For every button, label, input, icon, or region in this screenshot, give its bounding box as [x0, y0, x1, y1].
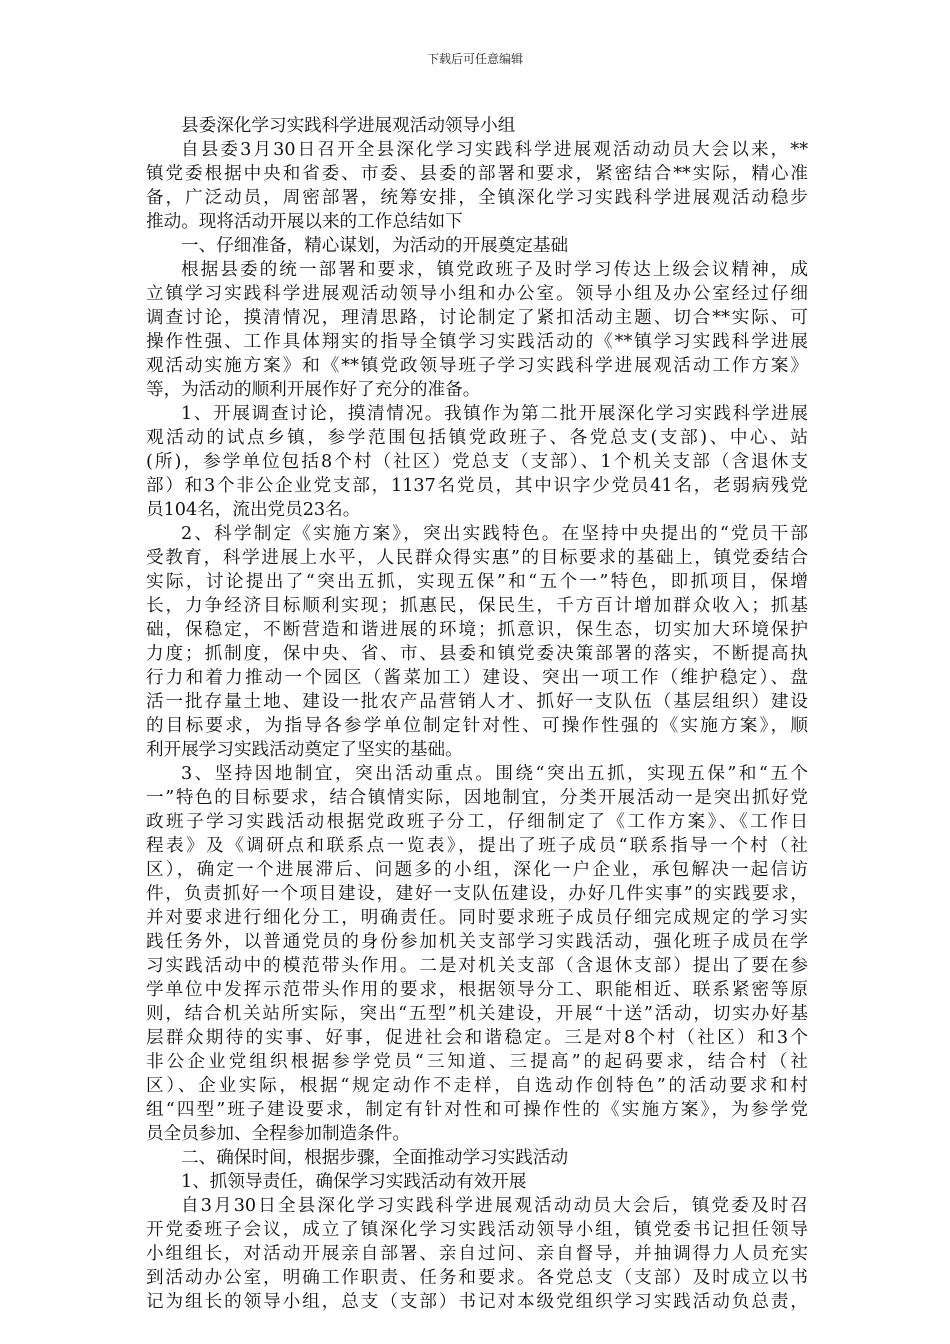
text-line: 非公企业党组织根据参学党员“三知道、三提高”的起码要求，结合村（社: [146, 1052, 808, 1072]
text-line: 行力和着力推动一个园区（酱菜加工）建设、突出一项工作（维护稳定）、盘: [146, 668, 808, 688]
text-line: (所)，参学单位包括8个村（社区）党总支（支部）、1个机关支部（含退休支: [146, 452, 808, 472]
text-line: 根据县委的统一部署和要求，镇党政班子及时学习传达上级会议精神，成: [181, 260, 808, 280]
text-line: 的目标要求，为指导各参学单位制定针对性、可操作性强的《实施方案》，顺: [146, 716, 808, 736]
text-line: 立镇学习实践科学进展观活动领导小组和办公室。领导小组及办公室经过仔细: [146, 284, 808, 304]
text-line: 程表》及《调研点和联系点一览表》，提出了班子成员“联系指导一个村（社: [146, 836, 808, 856]
text-line: 受教育，科学进展上水平，人民群众得实惠”的目标要求的基础上，镇党委结合: [146, 548, 808, 568]
text-line: 并对要求进行细化分工，明确责任。同时要求班子成员仔细完成规定的学习实: [146, 908, 808, 928]
text-line: 础，保稳定，不断营造和谐进展的环境；抓意识，保生态，切实加大环境保护: [146, 620, 808, 640]
text-line: 操作性强、工作具体翔实的指导全镇学习实践活动的《**镇学习实践科学进展: [146, 332, 808, 352]
text-line: 开党委班子会议，成立了镇深化学习实践活动领导小组，镇党委书记担任领导: [146, 1220, 808, 1240]
text-line: 到活动办公室，明确工作职责、任务和要求。各党总支（支部）及时成立以书: [146, 1268, 808, 1288]
text-line: 层群众期待的实事、好事，促进社会和谐稳定。三是对8个村（社区）和3个: [146, 1028, 808, 1048]
text-line: 记为组长的领导小组，总支（支部）书记对本级党组织学习实践活动负总责，: [146, 1292, 808, 1312]
text-line: 习实践活动中的模范带头作用。二是对机关支部（含退休支部）提出了要在参: [146, 956, 808, 976]
page-header-note: 下载后可任意编辑: [426, 52, 523, 66]
text-line: 县委深化学习实践科学进展观活动领导小组: [181, 116, 516, 136]
text-line: 备，广泛动员，周密部署，统筹安排，全镇深化学习实践科学进展观活动稳步: [146, 188, 808, 208]
text-line: 一”特色的目标要求，结合镇情实际，因地制宜，分类开展活动一是突出抓好党: [146, 788, 808, 808]
text-line: 政班子学习实践活动根据党政班子分工，仔细制定了《工作方案》、《工作日: [146, 812, 808, 832]
text-line: 小组组长，对活动开展亲自部署、亲自过问、亲自督导，并抽调得力人员充实: [146, 1244, 808, 1264]
text-line: 部）和3个非公企业党支部，1137名党员，其中识字少党员41名，老弱病残党: [146, 476, 808, 496]
text-line: 件，负责抓好一个项目建设，建好一支队伍建设，办好几件实事”的实践要求，: [146, 884, 808, 904]
text-line: 员104名，流出党员23名。: [146, 500, 361, 520]
text-line: 活一批存量土地、建设一批农产品营销人才、抓好一支队伍（基层组织）建设: [146, 692, 808, 712]
text-line: 推动。现将活动开展以来的工作总结如下: [146, 212, 463, 232]
text-line: 区）、企业实际，根据“规定动作不走样，自选动作创特色”的活动要求和村: [146, 1076, 808, 1096]
text-line: 则，结合机关站所实际，突出“五型”机关建设，开展“十送”活动，切实办好基: [146, 1004, 808, 1024]
text-line: 自3月30日全县深化学习实践科学进展观活动动员大会后，镇党委及时召: [181, 1196, 808, 1216]
text-line: 镇党委根据中央和省委、市委、县委的部署和要求，紧密结合**实际，精心准: [146, 164, 808, 184]
text-line: 区），确定一个进展滞后、问题多的小组，深化一户企业，承包解决一起信访: [146, 860, 808, 880]
text-line: 观活动实施方案》和《**镇党政领导班子学习实践科学进展观活动工作方案》: [146, 356, 808, 376]
text-line: 利开展学习实践活动奠定了坚实的基础。: [146, 740, 463, 760]
text-line: 学单位中发挥示范带头作用的要求，根据领导分工、职能相近、联系紧密等原: [146, 980, 808, 1000]
text-line: 一、仔细准备，精心谋划，为活动的开展奠定基础: [181, 236, 569, 256]
text-line: 实际，讨论提出了“突出五抓，实现五保”和“五个一”特色，即抓项目，保增: [146, 572, 808, 592]
text-line: 自县委3月30日召开全县深化学习实践科学进展观活动动员大会以来，**: [181, 140, 808, 160]
document-body: [146, 114, 808, 1314]
text-line: 等，为活动的顺利开展作好了充分的准备。: [146, 380, 481, 400]
text-line: 1、开展调查讨论，摸清情况。我镇作为第二批开展深化学习实践科学进展: [181, 404, 808, 424]
text-line: 调查讨论，摸清情况，理清思路，讨论制定了紧扣活动主题、切合**实际、可: [146, 308, 808, 328]
text-line: 二、确保时间，根据步骤，全面推动学习实践活动: [181, 1148, 569, 1168]
text-line: 组“四型”班子建设要求，制定有针对性和可操作性的《实施方案》，为参学党: [146, 1100, 808, 1120]
text-line: 1、抓领导责任，确保学习实践活动有效开展: [181, 1172, 527, 1192]
text-line: 力度；抓制度，保中央、省、市、县委和镇党委决策部署的落实，不断提高执: [146, 644, 808, 664]
text-line: 长，力争经济目标顺利实现；抓惠民，保民生，千方百计增加群众收入；抓基: [146, 596, 808, 616]
text-line: 践任务外，以普通党员的身份参加机关支部学习实践活动，强化班子成员在学: [146, 932, 808, 952]
text-line: 员全员参加、全程参加制造条件。: [146, 1124, 410, 1144]
text-line: 3、坚持因地制宜，突出活动重点。围绕“突出五抓，实现五保”和“五个: [181, 764, 808, 784]
text-line: 2、科学制定《实施方案》，突出实践特色。在坚持中央提出的“党员干部: [181, 524, 808, 544]
text-line: 观活动的试点乡镇，参学范围包括镇党政班子、各党总支(支部)、中心、站: [146, 428, 808, 448]
